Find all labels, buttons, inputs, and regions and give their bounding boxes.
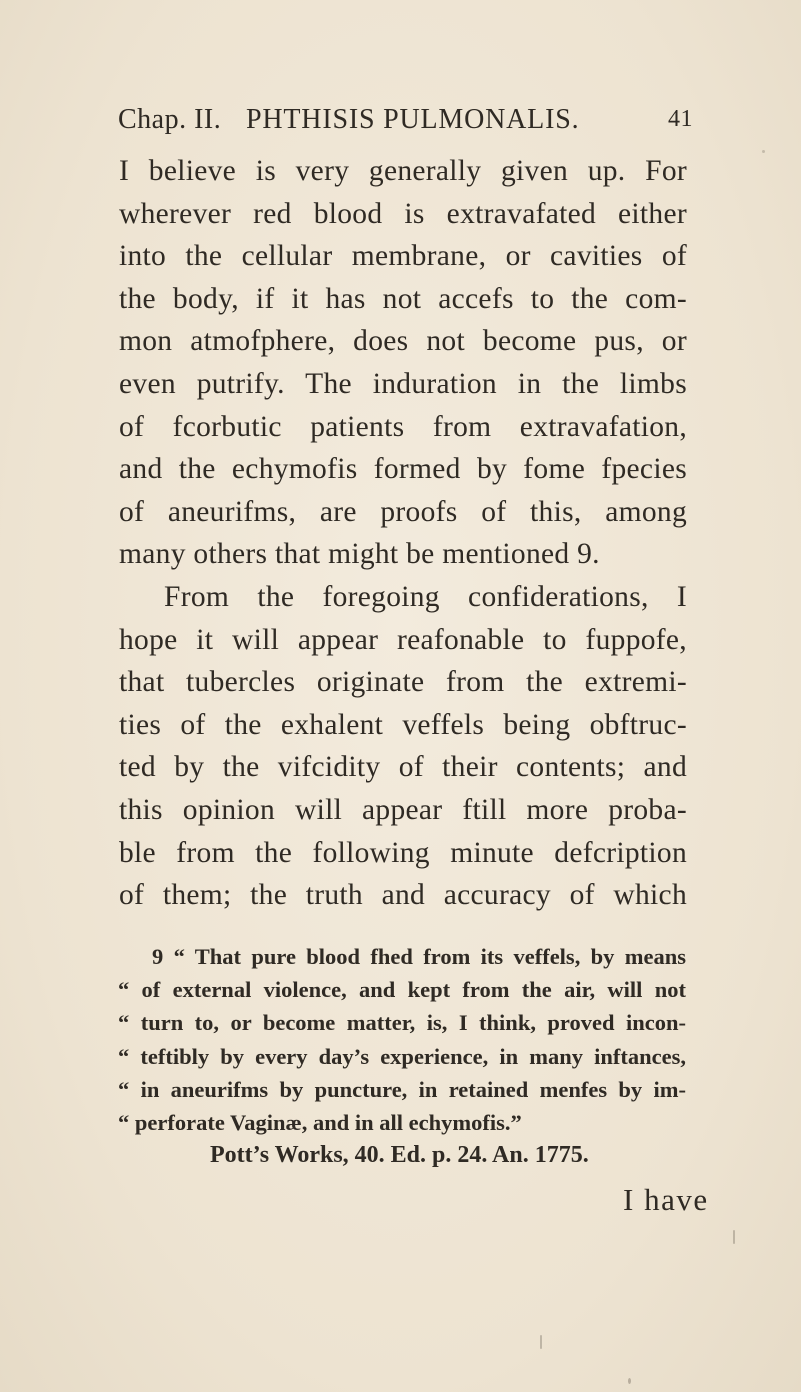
text-line: wherever red blood is extravafated either (119, 197, 687, 230)
paper-speck (540, 1335, 542, 1349)
text-line: ted by the vifcidity of their contents; and (119, 751, 687, 784)
main-text (119, 150, 687, 917)
text-line: ties of the exhalent veffels being obftruc- (119, 708, 687, 741)
text-line: even putrify. The induration in the limbs (119, 367, 687, 400)
paper-speck (733, 1230, 735, 1244)
running-title: PHTHISIS PULMONALIS. (246, 104, 580, 135)
text-line: the body, if it has not accefs to the com- (119, 282, 687, 315)
text-line: of fcorbutic patients from extravafation, (119, 410, 687, 443)
paper-speck (762, 150, 765, 153)
page-number: 41 (668, 106, 693, 132)
running-header (118, 104, 693, 144)
footnote-line: “ perforate Vaginæ, and in all echymofis.” (118, 1109, 522, 1135)
footnote (118, 940, 686, 1172)
footnote-citation: Pott’s Works, 40. Ed. p. 24. An. 1775. (210, 1142, 589, 1169)
text-line: that tubercles originate from the extremi- (119, 666, 687, 699)
text-line: and the echymofis formed by fome fpecies (119, 453, 687, 486)
text-line: many others that might be mentioned 9. (119, 538, 600, 571)
text-line: of them; the truth and accuracy of which (119, 879, 687, 912)
text-line: hope it will appear reafonable to fuppofe, (119, 623, 687, 656)
text-line: mon atmofphere, does not become pus, or (119, 325, 687, 358)
paper-speck (628, 1378, 631, 1384)
footnote-line: “ in aneurifms by puncture, in retained menfes by im- (118, 1076, 686, 1102)
text-line: From the foregoing confiderations, I (164, 580, 687, 613)
text-line: I believe is very generally given up. For (119, 155, 687, 187)
text-line: of aneurifms, are proofs of this, among (119, 495, 687, 528)
footnote-line: “ turn to, or become matter, is, I think, proved incon- (118, 1010, 686, 1036)
chapter-label: Chap. II. (118, 104, 222, 135)
text-line: this opinion will appear ftill more proba- (119, 793, 687, 826)
catchword: I have (623, 1182, 709, 1217)
text-line: ble from the following minute defcription (119, 836, 687, 869)
text-line: into the cellular membrane, or cavities of (119, 240, 687, 273)
footnote-line: “ teftibly by every day’s experience, in many inftances, (118, 1043, 686, 1069)
footnote-line: “ of external violence, and kept from the air, will not (118, 977, 686, 1003)
footnote-line: 9 “ That pure blood fhed from its veffels, by means (152, 944, 686, 969)
